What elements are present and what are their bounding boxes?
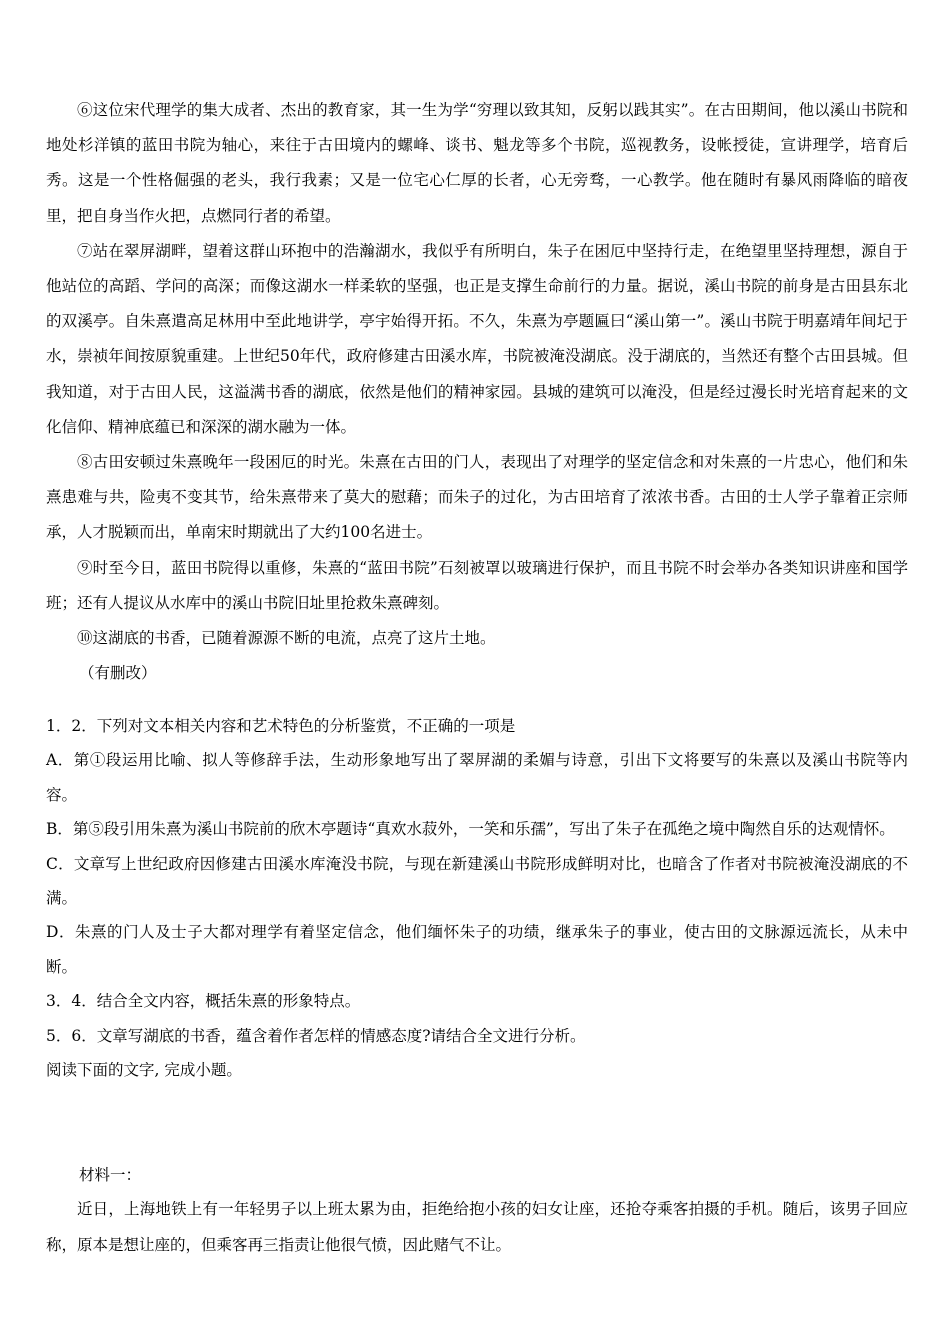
- questions-section: [46, 709, 908, 1087]
- question-1-2: 1．2．下列对文本相关内容和艺术特色的分析鉴赏，不正确的一项是: [46, 717, 516, 735]
- material-paragraph: 近日，上海地铁上有一年轻男子以上班太累为由，拒绝给抱小孩的妇女让座，还抢夺乘客拍摄的手机。随后，该男子回应称，原本是想让座的，但乘客再三指责让他很气愤，因此赌气不让。: [46, 1200, 908, 1254]
- option-b: B．第⑤段引用朱熹为溪山书院前的欣木亭题诗“真欢水菽外，一笑和乐孺”，写出了朱子在孤绝之境中陶然自乐的达观情怀。: [46, 820, 895, 839]
- material-one: [46, 1158, 908, 1263]
- option-c: C．文章写上世纪政府因修建古田溪水库淹没书院，与现在新建溪山书院形成鲜明对比，也暗含了作者对书院被淹没湖底的不满。: [46, 854, 908, 908]
- reading-instruction: 阅读下面的文字, 完成小题。: [46, 1061, 242, 1080]
- question-3-4: 3．4．结合全文内容，概括朱熹的形象特点。: [46, 992, 361, 1011]
- paragraph-10: ⑩这湖底的书香，已随着源源不断的电流，点亮了这片土地。: [77, 629, 496, 648]
- option-d: D．朱熹的门人及士子大都对理学有着坚定信念，他们缅怀朱子的功绩，继承朱子的事业，使古田的文脉源远流长，从未中断。: [46, 923, 908, 976]
- paragraph-8: ⑧古田安顿过朱熹晚年一段困厄的时光。朱熹在古田的门人，表现出了对理学的坚定信念和对朱熹的一片忠心，他们和朱熹患难与共，险夷不变其节，给朱熹带来了莫大的慰藉；而朱子的过化，为古田培育了浓浓书香。古田的士人学子靠着正宗师承，人才脱颖而出，单南宋时期就出了大约100名进士。: [46, 453, 908, 542]
- article-body: [46, 93, 908, 691]
- paragraph-7: ⑦站在翠屏湖畔，望着这群山环抱中的浩瀚湖水，我似乎有所明白，朱子在困厄中坚持行走，在绝望里坚持理想，源自于他站位的高蹈、学问的高深；而像这湖水一样柔软的坚强，也正是支撑生命前行的力量。据说，溪山书院的前身是古田县东北的双溪亭。自朱熹遣高足林用中至此地讲学，亭宇始得开拓。不久，朱熹为亭题匾曰“溪山第一”。溪山书院于明嘉靖年间圮于水，崇祯年间按原貌重建。上世纪50年代，政府修建古田溪水库，书院被淹没湖底。没于湖底的，当然还有整个古田县城。但我知道，对于古田人民，这溢满书香的湖底，依然是他们的精神家园。县城的建筑可以淹没，但是经过漫长时光培育起来的文化信仰、精神底蕴已和深深的湖水融为一体。: [46, 241, 908, 436]
- material-heading: 材料一：: [79, 1166, 142, 1184]
- question-5-6: 5．6．文章写湖底的书香，蕴含着作者怎样的情感态度?请结合全文进行分析。: [46, 1026, 586, 1045]
- paragraph-9: ⑨时至今日，蓝田书院得以重修，朱熹的“蓝田书院”石刻被罩以玻璃进行保护，而且书院不时会举办各类知识讲座和国学班；还有人提议从水库中的溪山书院旧址里抢救朱熹碑刻。: [46, 558, 908, 612]
- option-a: A．第①段运用比喻、拟人等修辞手法，生动形象地写出了翠屏湖的柔媚与诗意，引出下文将要写的朱熹以及溪山书院等内容。: [46, 751, 908, 804]
- paragraph-6: ⑥这位宋代理学的集大成者、杰出的教育家，其一生为学“穷理以致其知，反躬以践其实”。在古田期间，他以溪山书院和地处杉洋镇的蓝田书院为轴心，来往于古田境内的螺峰、谈书、魁龙等多个书院，巡视教务，设帐授徒，宣讲理学，培育后秀。这是一个性格倔强的老头，我行我素；又是一位宅心仁厚的长者，心无旁骛，一心教学。他在随时有暴风雨降临的暗夜里，把自身当作火把，点燃同行者的希望。: [46, 101, 908, 225]
- edit-note: （有删改）: [79, 664, 157, 683]
